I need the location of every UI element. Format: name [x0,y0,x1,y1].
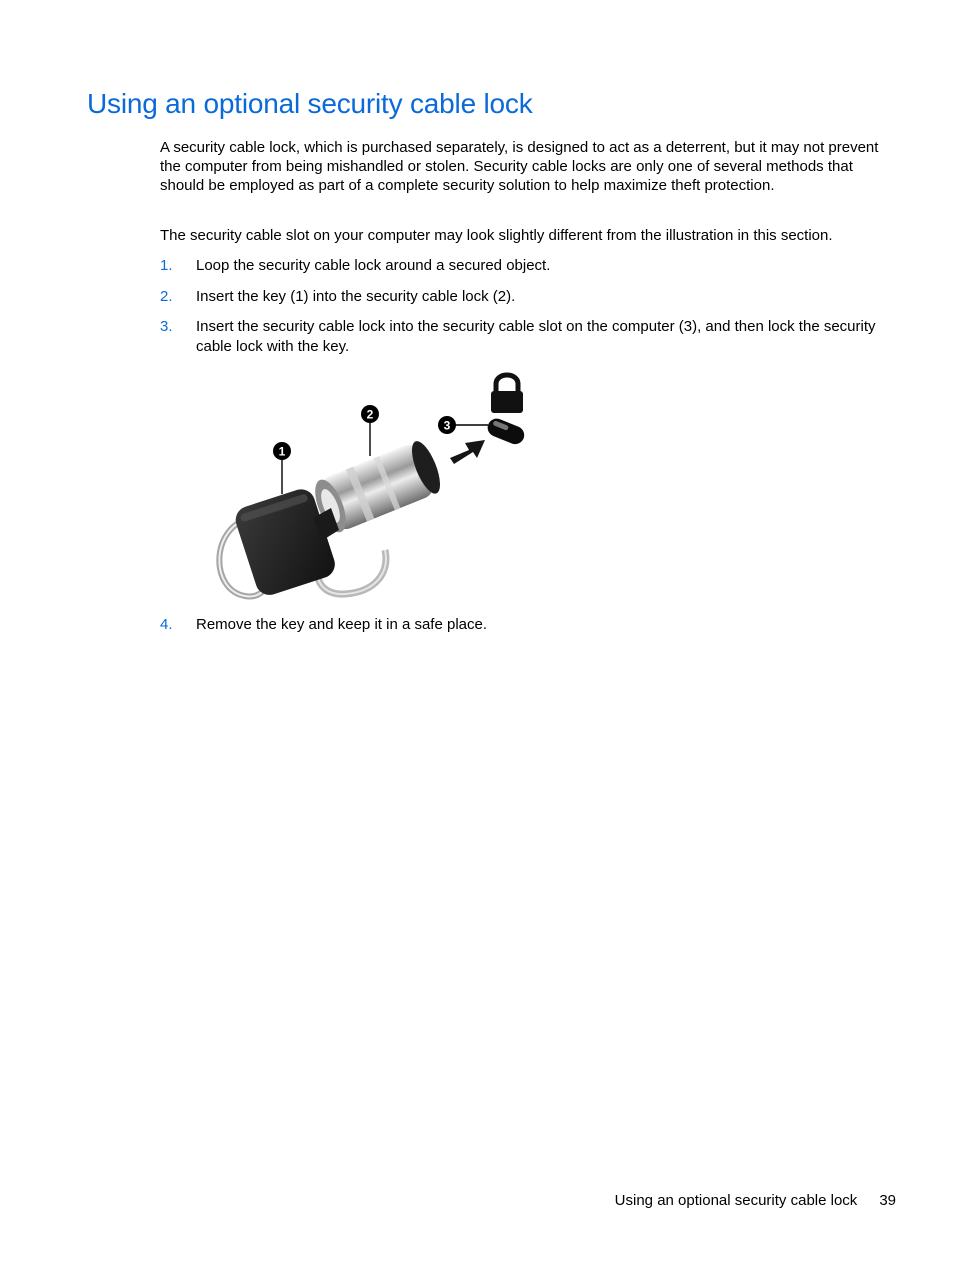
steps-list-continued [160,615,885,635]
step-item [160,256,885,287]
callout-1-badge [273,442,291,460]
step-text: Insert the security cable lock into the security cable slot on the computer (3), and then lock the security cable lock with the key. [196,318,876,355]
page-number: 39 [879,1192,896,1209]
cable-lock-illustration [205,368,535,603]
step-number: 2. [160,288,173,305]
page-footer [615,1191,896,1211]
padlock-icon [491,375,523,413]
footer-section-title: Using an optional security cable lock [614,1192,858,1209]
step-number: 4. [160,616,173,633]
step-item [160,615,885,635]
callout-3-label: 3 [443,418,451,433]
step-number: 3. [160,318,173,335]
step-text: Insert the key (1) into the security cable lock (2). [196,288,516,305]
callout-2-label: 2 [366,407,374,422]
callout-3-badge [438,416,456,434]
insert-arrow-icon [450,440,485,464]
step-item [160,287,885,317]
page-title: Using an optional security cable lock [87,88,533,119]
step-item [160,317,885,357]
callout-1-label: 1 [278,444,286,459]
security-slot [485,416,527,447]
steps-list [160,256,885,357]
step-text: Remove the key and keep it in a safe place. [196,616,488,633]
step-text: Loop the security cable lock around a secured object. [196,257,551,274]
callout-2-badge [361,405,379,423]
note-paragraph: The security cable slot on your computer may look slightly different from the illustration in this section. [160,227,833,244]
intro-paragraph: A security cable lock, which is purchased separately, is designed to act as a deterrent, but it may not prevent the computer from being mishandled or stolen. Security cable locks are only one of several methods that should be employed as part of a complete security solution to help maximize theft protection. [160,139,879,194]
step-number: 1. [160,257,173,274]
